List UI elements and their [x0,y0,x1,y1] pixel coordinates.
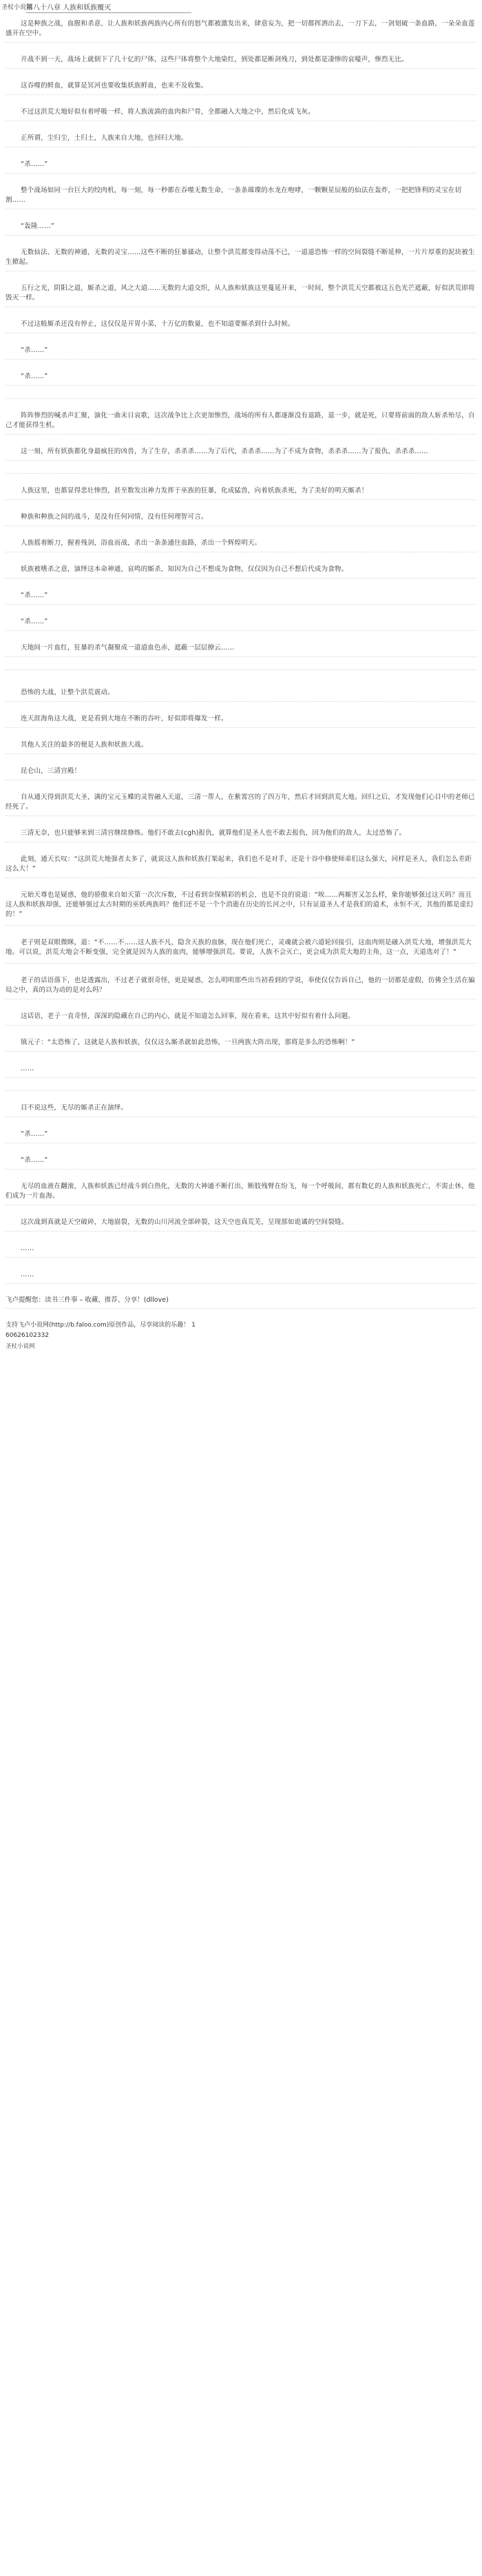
paragraph: 五行之光，阴阳之道，厮杀之道，风之大道……无数的大道交织，从人族和妖族这里蔓延开来，一时间，整个洪荒天空都被这五色光芒遮蔽，好似洪荒即将毁灭一样。 [6,281,476,307]
paragraph: 这次战到真就是天空破碎，大地崩裂，无数的山川河流全部碎裂，这天空也真荒芜，呈现那如诡谲的空间裂缝。 [6,1215,476,1232]
blank-line [6,386,476,399]
paragraph: 目不说这些，无尽的厮杀正在演绎。 [6,1101,476,1117]
paragraph: 连天涯海角这大战，更是看到大地在不断的吞叶，好似即将爆发一样。 [6,711,476,728]
paragraph: 不过这洪荒大地好似有着呼吸一样，将人族流淌的血肉和尸骨，全都融入大地之中，然后化成飞灰。 [6,105,476,121]
paragraph: 昆仑山，三清宫殿！ [6,764,476,780]
paragraph: 元始天尊也是疑惑，他的骄傲来自如天第一次次斥数，不过看到奈保精彩的机会，也是不良的说道：“唉……两厮害又怎么样，象你能够强过这天吗？而且这人族和妖族却强，还能够强过太古时期的巫妖两族吗？他们还不是一个个消逝在历史的长河之中，只有证道圣人才是我们的道术，永恒不灭，其他的都是虚幻的！” [6,888,476,926]
paragraph: “轰隆……” [6,219,476,236]
paragraph: 此刻，通天长叹：“这洪荒大地强者太多了，就说这人族和妖族打架起来，我们也不是对手，还是十谷中修使师弟们这么强大，同样是圣人，我们怎么差距这么大！” [6,852,476,878]
paragraph: 妖族被嗜杀之意，演绎这本命神通，哀鸣的厮杀，知因为自己不想成为食物，仅仅因为自己不想后代成为食物。 [6,562,476,579]
paragraph: “杀……” [6,588,476,605]
footer-site-name: 圣杖小说网 [6,1343,35,1350]
book-id: 60626102332 [6,1332,49,1339]
paragraph: “杀……” [6,1153,476,1170]
paragraph: “杀……” [6,614,476,631]
paragraph: 老子则是双眼微眯，道：“不……不……这人族不凡，隐含天族的血脉，现在他们死亡，灵魂就会被六道轮回接引，这血肉则是融入洪荒大地，增强洪荒大地。可以说，洪荒大地会不断变强，完全就是因为人族的血肉，能够增强洪荒。要说，人族不会灭亡，更会成为洪荒大地的主角，这一点，天道选对了！” [6,935,476,964]
paragraph: “杀……” [6,157,476,174]
chapter-body [6,17,476,1351]
footer-support-link[interactable]: 支持飞卢小说网(http://b.faloo.com)原创作品，尽享阅读的乐趣！ 1 [6,1322,196,1329]
paragraph: 人族摇着断刀，握着残剑，浴血而战，杀出一条条通往血路，杀出一个辉煌明天。 [6,536,476,552]
paragraph: 这是种族之战，血腥和杀意，让人族和妖族两族内心所有的怒气都被激发出来，肆意妄为，把一切都挥洒出去，一刀下去，一剑划破一条血路，一朵朵血莲盛开在空中。 [6,17,476,43]
paragraph: 阵阵惨烈的喊杀声汇聚，演化一曲末日哀歌，这次战争比上次更加惨烈，战场的所有人都逐渐没有退路，退一步，就是死，只要将前面的敌人斩杀殆尽，自己才能获得生机。 [6,408,476,435]
paragraph: 镇元子：“太恐怖了，这就是人族和妖族，仅仅这么厮杀就如此恐怖，一旦两族大阵出现，那将是多么的恐怖啊！” [6,1035,476,1052]
paragraph: …… [6,1061,476,1078]
blank-line [6,1078,476,1091]
paragraph: 不过这般厮杀还没有停止，这仅仅是开胃小菜，十万亿的数量，也不知道要厮杀到什么时候。 [6,317,476,333]
paragraph: 这话语，老子一直奇怪，深深的隐藏在自己的内心，就是不知道怎么回事，现在看来，这其中好似有着什么问题。 [6,1009,476,1026]
paragraph: 这一刻，所有妖族都化身最疯狂的凶兽，为了生存，杀杀杀……为了后代，杀杀杀……为了不成为食物，杀杀杀……为了报仇，杀杀杀…… [6,444,476,461]
paragraph: 其他人关注的最多的便是人族和妖族大战。 [6,738,476,754]
paragraph: 开战不到一天，战场上就倒下了几十亿的尸体，这些尸体将整个大地染红，到处都是断剑残刀，到处都是凄惨的哀嚎声，惨烈无比。 [6,52,476,69]
paragraph: 这吞噬的鲜血，就算是冥河也要收集妖族鲜血，也来不及收集。 [6,79,476,95]
paragraph: 无数仙法、无数的神通，无数的灵宝……这些不断的狂暴骚动，让整个洪荒都变得动荡不已，一道道恐怖一样的空间裂缝不断延伸，一片片厚重的泥块被生生掀起。 [6,245,476,271]
paragraph: 老子的话语落下，也是透露出，不过老子就很奇怪，更是疑惑，怎么明明那些出当初看到的学说，奉使仅仅告诉自己，他的一切都是虚假，仿佛全生活在骗局之中，真的以为动的是对么吗？ [6,973,476,999]
paragraph: 无尽的血液在翻滚，人族和妖族已经战斗到白热化，无数的大神通不断打出，断肢残臂在纷飞，每一个呼吸间，都有数亿的人族和妖族死亡，不需止休，他们成为一片血海。 [6,1179,476,1205]
paragraph: 天地间一片血红，狂暴的杀气凝聚成一道道血色赤，遮蔽一层层撩云…… [6,641,476,657]
paragraph: 三清无奈，也只能够来到三清宫继续修炼。他们不敢去(cgh)报仇，就算他们是圣人也不敢去报仇，因为他们的敌人，太过恐怖了。 [6,826,476,842]
site-name[interactable]: 圣杖小说网 [1,4,33,11]
paragraph: 种族和种族之间的战斗，是没有任何同情，没有任何理智可言。 [6,510,476,526]
footer-reminder: 飞卢提醒您：读书三件事 – 收藏、推荐、分享！(dllove) [6,1294,476,1309]
paragraph: “杀……” [6,369,476,386]
paragraph: 自从通天得到洪荒大圣，满的宝元玉蝶的灵智融入天道，三清一帮人，在紫霄宫的了四万年，然后才回到洪荒大地。回归之后，才发现他们心目中的老师已经死了。 [6,790,476,816]
paragraph: 正所谓，尘归尘，土归土，人族来自大地，也回归大地。 [6,131,476,147]
paragraph: 整个战场如同一台巨大的绞肉机，每一刻，每一秒都在吞噬无数生命，一条条璀璨的水龙在咆哮，一颗颗星辰般的仙法在轰炸，一把把锋利的灵宝在切割…… [6,183,476,209]
paragraph: “杀……” [6,343,476,360]
blank-line [6,657,476,670]
chapter-title: 第八十八章 人族和妖族覆灭 [26,1,191,13]
blank-line [6,461,476,474]
paragraph: …… [6,1241,476,1258]
paragraph: 人族这里，也都显得悲壮惨烈，甚至数发出神力发挥于巫族的狂暴，化成猛兽，向着妖族杀死，为了美好的明天厮杀！ [6,484,476,500]
paragraph: …… [6,1267,476,1284]
paragraph: 恐怖的大战，让整个洪荒震动。 [6,685,476,702]
paragraph: “杀……” [6,1127,476,1143]
